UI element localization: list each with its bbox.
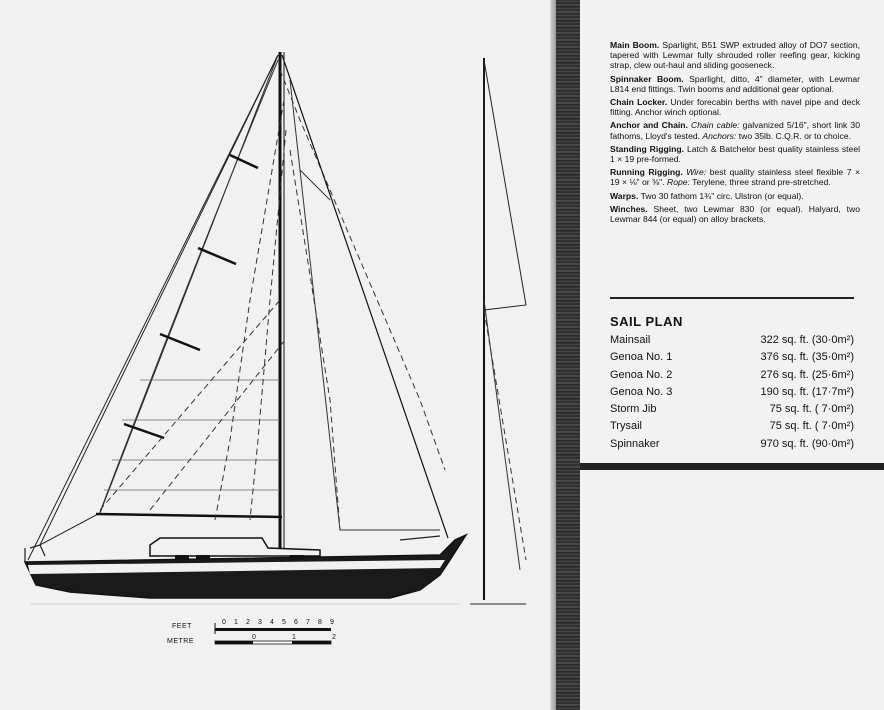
sail-row bbox=[610, 418, 854, 435]
metre-tick: 0 bbox=[252, 634, 257, 641]
sail-row bbox=[610, 367, 854, 384]
sail-row bbox=[610, 332, 854, 349]
feet-tick: 9 bbox=[330, 619, 335, 626]
sail-area: 75 sq. ft. ( 7·0m²) bbox=[769, 420, 854, 433]
sail-name: Genoa No. 3 bbox=[610, 385, 673, 398]
feet-tick: 4 bbox=[270, 619, 275, 626]
right-page bbox=[580, 0, 884, 710]
feet-tick: 0 bbox=[222, 619, 227, 626]
side-view-sail bbox=[484, 60, 526, 310]
metre-tick: 2 bbox=[332, 634, 337, 641]
sail-area: 276 sq. ft. (25·6m²) bbox=[760, 368, 854, 381]
sail-area: 376 sq. ft. (35·0m²) bbox=[760, 351, 854, 364]
sail-row bbox=[610, 401, 854, 418]
spec-item: Anchor and Chain. Chain cable: galvanized 5/16", short link 30 fathoms, Lloyd's tested. Anchors: two 35lb. C.Q.R. or to choice. bbox=[610, 120, 860, 141]
metre-label: METRE bbox=[167, 638, 194, 645]
spinnaker-sail bbox=[40, 55, 278, 545]
sail-plan-title: SAIL PLAN bbox=[610, 314, 683, 329]
sail-area: 322 sq. ft. (30·0m²) bbox=[760, 334, 854, 346]
sail-row bbox=[610, 384, 854, 401]
sail-area: 75 sq. ft. ( 7·0m²) bbox=[769, 403, 854, 416]
feet-tick: 1 bbox=[234, 619, 239, 626]
spec-item: Warps. Two 30 fathom 1¾" circ. Ulstron (or equal). bbox=[610, 190, 804, 201]
spec-item: Chain Locker. Under forecabin berths with navel pipe and deck fitting. Anchor winch optional. bbox=[610, 97, 860, 118]
sail-row bbox=[610, 436, 854, 453]
feet-tick: 7 bbox=[306, 619, 311, 626]
spec-item: Spinnaker Boom. Sparlight, ditto, 4" diameter, with Lewmar L814 end fittings. Twin booms and additional gear optional. bbox=[610, 73, 861, 94]
spec-item: Winches. Sheet, two Lewmar 830 (or equal). Halyard, two Lewmar 844 (or equal) on alloy brackets. bbox=[610, 203, 860, 225]
sail-name: Storm Jib bbox=[610, 403, 657, 416]
batten bbox=[230, 155, 258, 168]
divider-rule bbox=[610, 297, 854, 299]
feet-scale-bar bbox=[215, 628, 331, 631]
feet-tick: 2 bbox=[246, 619, 251, 626]
main-boom bbox=[96, 514, 282, 517]
book-spine bbox=[556, 0, 580, 710]
sail-name: Trysail bbox=[610, 420, 642, 433]
feet-tick: 6 bbox=[294, 619, 299, 626]
sail-area: 190 sq. ft. (17·7m²) bbox=[760, 385, 854, 398]
forestay bbox=[282, 55, 448, 538]
spec-item: Standing Rigging. Latch & Batchelor best quality stainless steel 1 × 19 pre-formed. bbox=[610, 143, 861, 165]
cabin bbox=[150, 538, 320, 556]
sail-plan-table bbox=[610, 332, 854, 453]
feet-tick: 8 bbox=[318, 619, 323, 626]
spec-item: Main Boom. Sparlight, B51 SWP extruded alloy of DO7 section, tapered with Lewmar fully shrouded roller reefing gear, kicking strap, clew out-haul and sliding gooseneck. bbox=[610, 40, 860, 71]
sail-area: 970 sq. ft. (90·0m²) bbox=[760, 437, 854, 450]
feet-label: FEET bbox=[172, 623, 192, 630]
specification-list bbox=[610, 40, 860, 227]
jib bbox=[290, 80, 440, 530]
feet-tick: 5 bbox=[282, 619, 287, 626]
batten bbox=[198, 248, 236, 264]
sail-name: Spinnaker bbox=[610, 437, 660, 450]
spec-item: Running Rigging. Wire: best quality stainless steel flexible 7 × 19 × ⅛" or ⅜". Rope: Terylene, three strand pre-stretched. bbox=[610, 167, 860, 188]
sail-row bbox=[610, 349, 854, 366]
sail-name: Genoa No. 1 bbox=[610, 351, 673, 364]
feet-tick: 3 bbox=[258, 619, 263, 626]
bottom-rule bbox=[580, 463, 884, 470]
sail-name: Mainsail bbox=[610, 334, 651, 346]
metre-tick: 1 bbox=[292, 634, 297, 641]
sail-name: Genoa No. 2 bbox=[610, 368, 673, 381]
backstay bbox=[28, 55, 278, 560]
